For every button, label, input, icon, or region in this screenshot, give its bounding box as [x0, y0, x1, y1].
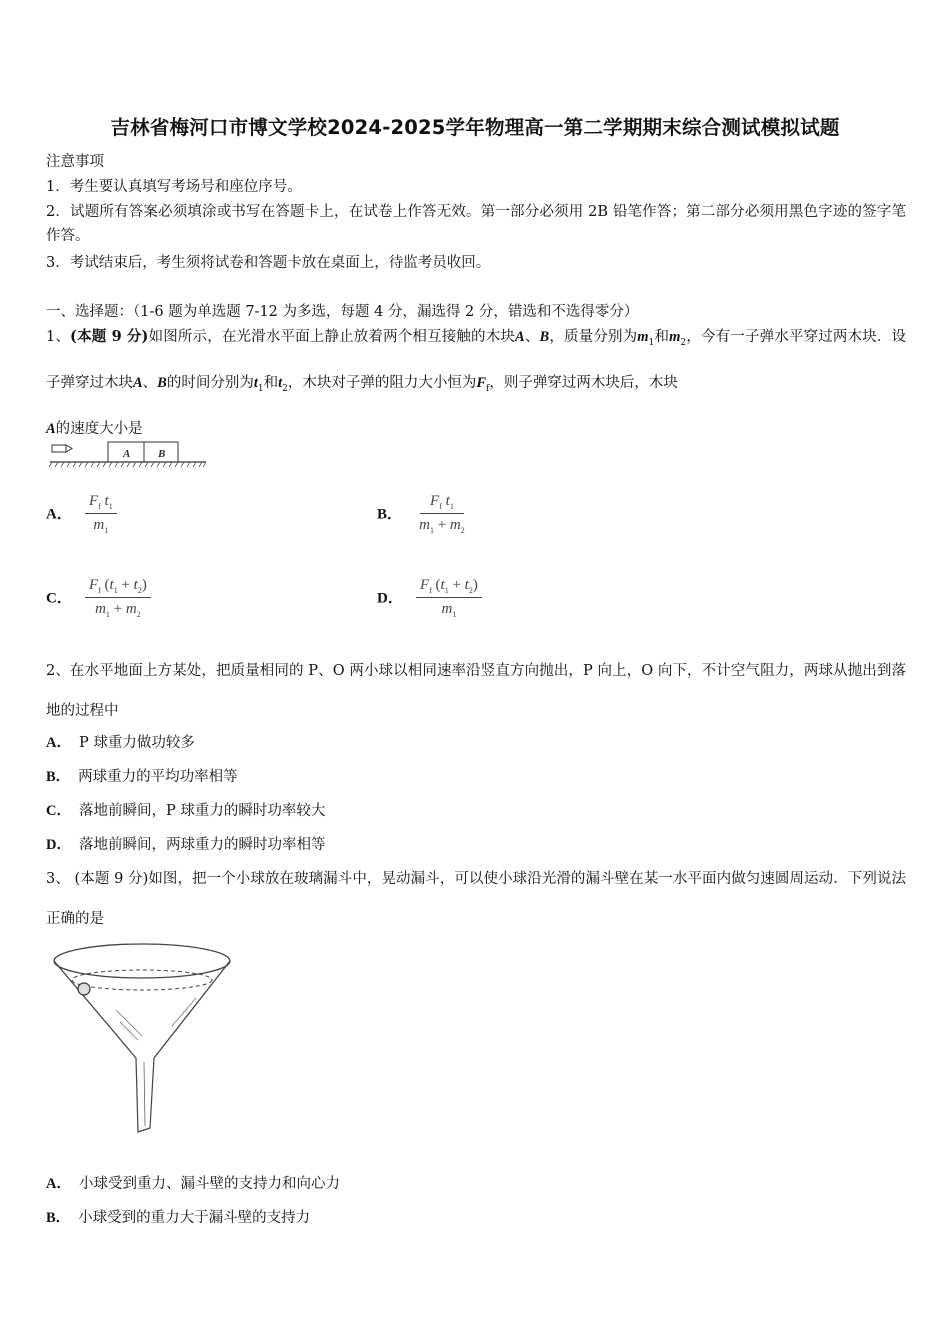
section-heading: 一、选择题：（1-6 题为单选题 7-12 为多选，每题 4 分，漏选得 2 分，错选和不选得零分）: [46, 304, 639, 320]
question-2: 2、在水平地面上方某处，把质量相同的 P、O 两小球以相同速率沿竖直方向抛出，P 向上，O 向下，不计空气阻力，两球从抛出到落地的过程中: [46, 663, 906, 719]
question-3: 3、 (本题 9 分)如图，把一个小球放在玻璃漏斗中，晃动漏斗，可以使小球沿光滑的漏斗壁在某一水平面内做匀速圆周运动．下列说法正确的是: [46, 871, 906, 927]
block-b-label: B: [158, 448, 166, 460]
block-a-label: A: [123, 448, 131, 460]
bullet-blocks-figure: [48, 438, 210, 470]
q1-option-a-formula: $\frac{F_f t_1}{m_1}$: [85, 493, 117, 535]
q3-option-b[interactable]: B． 小球受到的重力大于漏斗壁的支持力: [46, 1210, 311, 1226]
q1-option-c-formula: $\frac{F_f (t_1 + t_2)}{m_1 + m_2}$: [85, 577, 151, 619]
notice-item-1: 1．考生要认真填写考场号和座位序号。: [46, 179, 302, 195]
notice-item-2: 2．试题所有答案必须填涂或书写在答题卡上，在试卷上作答无效。第一部分必须用 2B 铅笔作答；第二部分必须用黑色字迹的签字笔作答。: [46, 204, 906, 244]
funnel-figure: [46, 940, 246, 1135]
q2-option-a[interactable]: A． P 球重力做功较多: [46, 735, 195, 751]
q3-option-a[interactable]: A． 小球受到重力、漏斗壁的支持力和向心力: [46, 1176, 340, 1192]
question-1: 1、(本题 9 分)如图所示，在光滑水平面上静止放着两个相互接触的木块A、B，质量分别为$m_1$和$m_2$，今有一子弹水平穿过两木块．设子弹穿过木块A、B的时间分别为$t_1$和$t_2$，木块对子弹的阻力大小恒为$F_f$，则子弹穿过两木块后，木块 A的速度大小是: [46, 328, 907, 437]
q2-option-b[interactable]: B． 两球重力的平均功率相等: [46, 769, 238, 785]
q1-option-a[interactable]: A． $\frac{F_f t_1}{m_1}$: [46, 493, 117, 535]
q1-option-c[interactable]: C． $\frac{F_f (t_1 + t_2)}{m_1 + m_2}$: [46, 577, 151, 619]
q1-option-d-formula: $\frac{F_f (t_1 + t_2)}{m_1}$: [416, 577, 482, 619]
ball-icon: [78, 983, 90, 995]
notice-item-3: 3．考试结束后，考生须将试卷和答题卡放在桌面上，待监考员收回。: [46, 255, 491, 271]
q1-option-b-formula: $\frac{F_f t_1}{m_1 + m_2}$: [419, 493, 465, 535]
q1-option-d[interactable]: D． $\frac{F_f (t_1 + t_2)}{m_1}$: [377, 577, 482, 619]
page-title: 吉林省梅河口市博文学校2024-2025学年物理高一第二学期期末综合测试模拟试题: [110, 116, 840, 139]
q2-option-c[interactable]: C． 落地前瞬间，P 球重力的瞬时功率较大: [46, 803, 326, 819]
q2-option-d[interactable]: D． 落地前瞬间，两球重力的瞬时功率相等: [46, 837, 326, 853]
notice-heading: 注意事项: [46, 154, 104, 170]
q1-option-b[interactable]: B． $\frac{F_f t_1}{m_1 + m_2}$: [377, 493, 469, 535]
